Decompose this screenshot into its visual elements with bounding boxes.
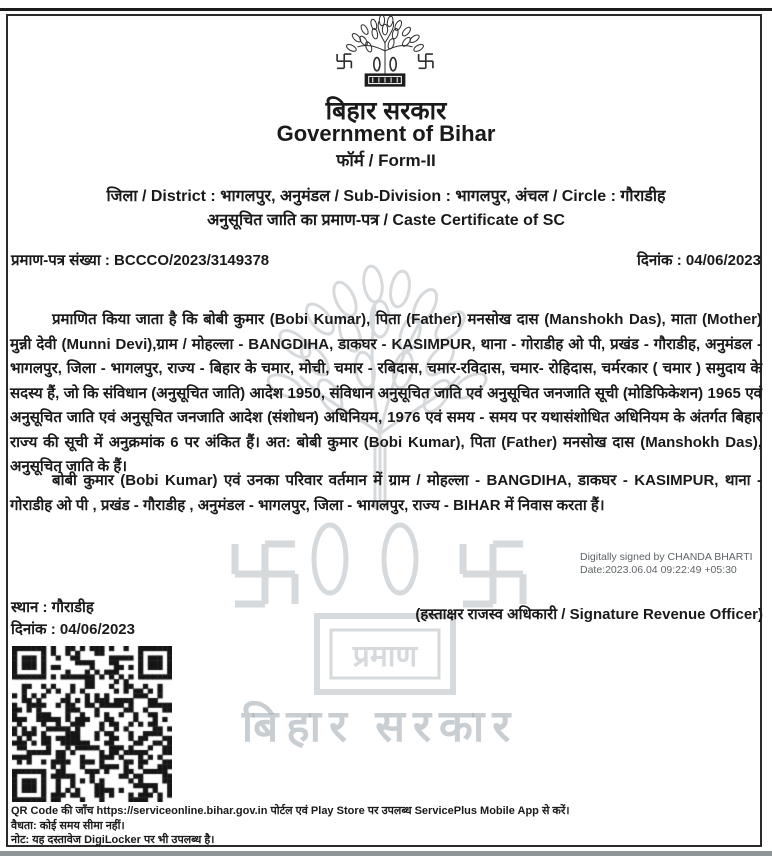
qr-code xyxy=(12,646,172,802)
certificate-type-line: अनुसूचित जाति का प्रमाण-पत्र / Caste Certificate of SC xyxy=(207,212,565,229)
title-english: Government of Bihar xyxy=(276,121,496,146)
certificate-number xyxy=(11,250,269,270)
signature-date-line: दिनांक : 04/06/2023 xyxy=(11,621,135,638)
bottom-scan-edge xyxy=(0,851,772,856)
digital-signature-block xyxy=(580,551,753,577)
certificate-number-value: BCCCO/2023/3149378 xyxy=(114,252,270,269)
place-line: स्थान : गौराडीह xyxy=(11,599,94,616)
revenue-officer-signature-line: (हस्ताक्षर राजस्व अधिकारी / Signature Revenue Officer) xyxy=(415,606,763,623)
footer-qr-note: QR Code की जाँच https://serviceonline.bihar.gov.in पोर्टल एवं Play Store पर उपलब्ध ServicePlus Mobile App से करें। xyxy=(11,805,570,817)
issue-date xyxy=(637,250,761,270)
issue-date-label: दिनांक : xyxy=(637,252,686,269)
digital-signature-line1: Digitally signed by CHANDA BHARTI xyxy=(580,551,753,563)
top-rule xyxy=(0,8,772,11)
certificate-number-label: प्रमाण-पत्र संख्या : xyxy=(11,252,115,269)
footer-validity-note: वैधता: कोई समय सीमा नहीं। xyxy=(11,819,125,832)
digital-signature-line2: Date:2023.06.04 09:22:49 +05:30 xyxy=(580,564,737,576)
issue-date-value: 04/06/2023 xyxy=(685,252,761,269)
form-number: फॉर्म / Form-II xyxy=(336,151,436,170)
bihar-emblem-icon xyxy=(332,16,438,90)
watermark-text: बिहार सरकार xyxy=(241,702,519,751)
certificate-body-paragraph-2: बोबी कुमार (Bobi Kumar) एवं उनका परिवार वर्तमान में ग्राम / मोहल्ला - BANGDIHA, डाकघर - KASIMPUR, थाना - गोराडीह ओ पी , प्रखंड - गौराडीह , अनुमंडल - भागलपुर, जिला - भागलपुर, राज्य - BIHAR में निवास करता हैं। xyxy=(10,472,762,514)
district-subdivision-circle-line: जिला / District : भागलपुर, अनुमंडल / Sub-Division : भागलपुर, अंचल / Circle : गौराडीह xyxy=(106,188,666,205)
certificate-body-paragraph-1: प्रमाणित किया जाता है कि बोबी कुमार (Bobi Kumar), पिता (Father) मनसोख दास (Manshokh Das), माता (Mother) मुन्नी देवी (Munni Devi),ग्राम / मोहल्ला - BANGDIHA, डाकघर - KASIMPUR, थाना - गोराडीह ओ पी, प्रखंड - गौराडीह, अनुमंडल - भागलपुर, जिला - भागलपुर, राज्य - बिहार के चमार, मोची, चमार - रबिदास, चमार-रविदास, चमार- रोहिदास, चर्मरकार ( चमार ) समुदाय के सदस्य हैं, जो कि संविधान (अनुसूचित जाति) आदेश 1950, संविधान अनुसूचित जाति एवं अनुसूचित जनजाति सूची (मोडिफिकेशन) 1965 एवं अनुसूचित जाति एवं अनुसूचित जनजाति आदेश (संशोधन) अधिनियम, 1976 एवं समय - समय पर यथासंशोधित अधिनियम के अंतर्गत बिहार राज्य की सूची में अनुक्रमांक 6 पर अंकित हैं। अत: बोबी कुमार (Bobi Kumar), पिता (Father) मनसोख दास (Manshokh Das), अनुसूचित जाति के हैं। xyxy=(10,311,762,475)
footer-notes xyxy=(11,804,759,848)
title-hindi: बिहार सरकार xyxy=(325,97,447,125)
footer-digilocker-note: नोट: यह दस्तावेज DigiLocker पर भी उपलब्ध है। xyxy=(11,834,215,846)
watermark-banner-text: प्रमाण xyxy=(352,640,418,673)
meta-row xyxy=(11,250,761,270)
